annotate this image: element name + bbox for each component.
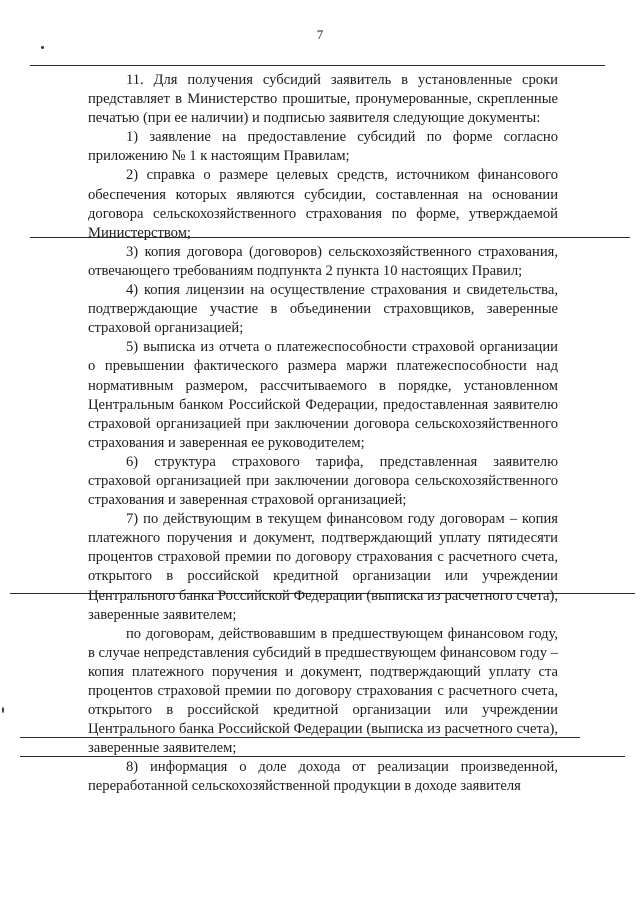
paragraph-item-5: 5) выписка из отчета о платежеспособности страховой организации о превышении фактического размера маржи платежеспособности над нормативным размером, рассчитываемого в порядке, установленном Центральным банком Российской Федерации, предоставленная заявителю страховой организацией при заключении договора сельскохозяйственного страхования и заверенная ее руководителем; bbox=[88, 339, 558, 451]
paragraph-11: 11. Для получения субсидий заявитель в установленные сроки представляет в Министерство прошитые, пронумерованные, скрепленные печатью (при ее наличии) и подписью заявителя следующие документы: bbox=[88, 72, 558, 127]
paragraph-item-2: 2) справка о размере целевых средств, источником финансового обеспечения которых являются субсидии, составленная на основании договора сельскохозяйственного страхования по форме, утверждаемой Министерством; bbox=[88, 167, 558, 241]
paragraph-item-1: 1) заявление на предоставление субсидий по форме согласно приложению № 1 к настоящим Правилам; bbox=[88, 129, 558, 165]
paragraph-item-6: 6) структура страхового тарифа, представленная заявителю страховой организацией при заключении договора сельскохозяйственного страхования и заверенная страховой организацией; bbox=[88, 453, 558, 509]
scan-speck bbox=[2, 707, 4, 713]
document-body bbox=[88, 71, 558, 797]
scan-line-top bbox=[30, 65, 605, 66]
paragraph-item-4: 4) копия лицензии на осуществление страхования и свидетельства, подтверждающие участие в объединении страховщиков, заверенные страховой организацией; bbox=[88, 282, 558, 337]
paragraph-item-8: 8) информация о доле дохода от реализации произведенной, переработанной сельскохозяйственной продукции в доходе заявителя bbox=[88, 759, 558, 795]
paragraph-item-7-continued: по договорам, действовавшим в предшествующем финансовом году, в случае непредставления субсидий в предшествующем финансовом году – копия платежного поручения и документ, подтверждающий уплату ста процентов страховой премии по договору страхования с расчетного счета, открытого в российской кредитной организации или учреждении Центрального банка Российской Федерации (выписка из расчетного счета), заверенные заявителем; bbox=[88, 625, 558, 757]
page-number: 7 bbox=[316, 27, 324, 42]
paragraph-item-3: 3) копия договора (договоров) сельскохозяйственного страхования, отвечающего требованиям подпункта 2 пункта 10 настоящих Правил; bbox=[88, 243, 558, 279]
paragraph-item-7: 7) по действующим в текущем финансовом году договорам – копия платежного поручения и документ, подтверждающий уплату пятидесяти процентов страховой премии по договору страхования с расчетного счета, открытого в российской кредитной организации или учреждении Центрального банка Российской Федерации (выписка из расчетного счета), заверенные заявителем; bbox=[88, 511, 558, 623]
scan-speck bbox=[41, 46, 44, 49]
